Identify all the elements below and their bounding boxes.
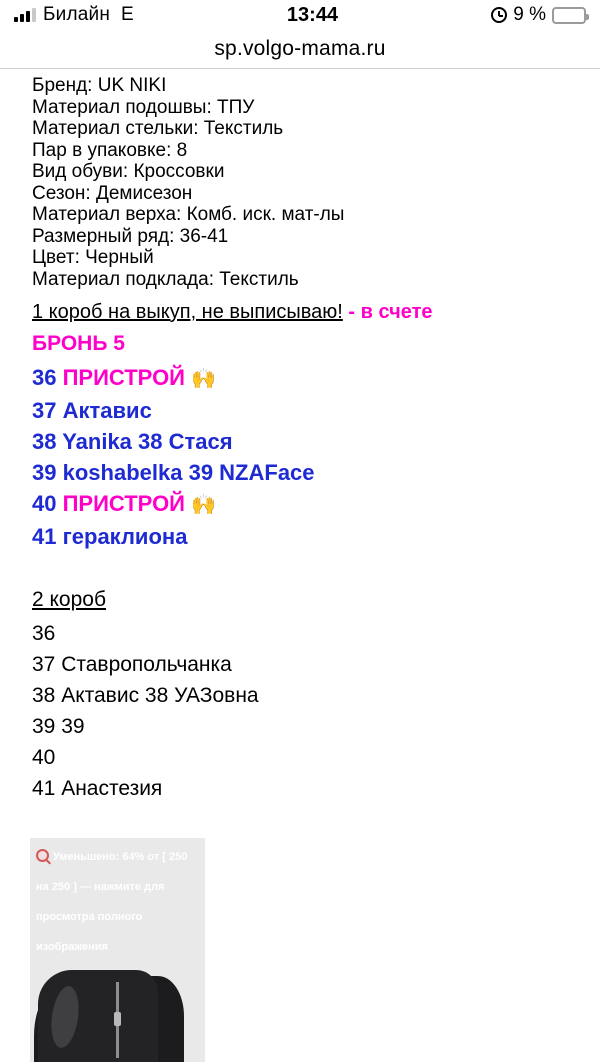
spec-line: Цвет: Черный xyxy=(32,247,154,268)
box2-title: 2 короб xyxy=(32,588,107,611)
list-item: 40 xyxy=(32,746,56,769)
list-item xyxy=(32,488,600,521)
spec-line: Материал подошвы: ТПУ xyxy=(32,96,255,118)
list-item: 37 Ставропольчанка xyxy=(32,653,232,676)
list-item xyxy=(32,457,600,488)
spec-line: Бренд: UK NIKI xyxy=(32,75,167,96)
spec-line: Пар в упаковке: 8 xyxy=(32,139,188,161)
list-item: 38 Актавис 38 УАЗовна xyxy=(32,684,259,707)
list-item xyxy=(32,395,600,426)
status-bar-right xyxy=(491,4,586,26)
spec-line: Материал стельки: Текстиль xyxy=(32,118,284,139)
network-type-label: E xyxy=(121,4,134,25)
size-holder-name: Yanika xyxy=(62,429,132,454)
status-bar xyxy=(0,0,600,30)
resized-image-notice[interactable] xyxy=(30,838,205,970)
purchase-note-highlight: - в счете xyxy=(348,301,433,323)
box2-size-list xyxy=(0,618,600,804)
spec-line: Материал подклада: Текстиль xyxy=(32,268,299,290)
product-image-block[interactable] xyxy=(0,838,600,1062)
list-item xyxy=(32,521,600,552)
size-holder-name: ПРИСТРОЙ xyxy=(62,491,185,516)
product-photo[interactable] xyxy=(30,970,205,1062)
battery-percent-label: 9 % xyxy=(513,4,546,25)
spec-line: Размерный ряд: 36-41 xyxy=(32,225,229,247)
resized-image-notice-text: Уменьшено: 64% от [ 250 на 250 ] — нажмите для просмотра полного изображения xyxy=(36,851,188,953)
url-text[interactable]: sp.volgo-mama.ru xyxy=(214,37,386,60)
reserve-label: БРОНЬ 5 xyxy=(32,332,125,355)
battery-icon xyxy=(552,7,586,24)
alarm-clock-icon xyxy=(491,7,507,23)
list-item xyxy=(32,362,600,395)
size-holder-extra: 38 Стася xyxy=(138,429,233,454)
hands-emoji-icon: 🙌 xyxy=(191,368,217,390)
magnifier-icon xyxy=(36,849,49,862)
boot-zipper xyxy=(116,982,119,1058)
size-number: 39 xyxy=(32,460,57,485)
spec-line: Сезон: Демисезон xyxy=(32,182,193,204)
spec-line: Материал верха: Комб. иск. мат-лы xyxy=(32,204,345,225)
size-number: 36 xyxy=(32,365,57,390)
size-number: 38 xyxy=(32,429,57,454)
list-item: 39 39 xyxy=(32,715,85,738)
size-holder-extra: 39 NZAFace xyxy=(188,460,315,485)
purchase-note-underlined: 1 короб на выкуп, не выписываю! xyxy=(32,301,343,323)
size-holder-name: ПРИСТРОЙ xyxy=(62,365,185,390)
clock-label: 13:44 xyxy=(286,3,339,26)
hands-emoji-icon: 🙌 xyxy=(191,494,217,516)
list-item: 36 xyxy=(32,622,56,645)
spec-line: Вид обуви: Кроссовки xyxy=(32,161,225,182)
list-item xyxy=(32,426,600,457)
carrier-label: Билайн xyxy=(43,4,111,25)
size-holder-name: гераклиона xyxy=(62,524,188,549)
product-specs-list xyxy=(0,75,600,290)
list-item: 41 Анастезия xyxy=(32,777,163,800)
size-number: 41 xyxy=(32,524,57,549)
size-holder-name: Актавис xyxy=(62,398,152,423)
size-number: 40 xyxy=(32,491,57,516)
page-content xyxy=(0,68,600,1062)
browser-url-bar[interactable] xyxy=(0,30,600,68)
size-number: 37 xyxy=(32,398,57,423)
box1-size-list xyxy=(0,362,600,552)
size-holder-name: koshabelka xyxy=(62,460,183,485)
purchase-note xyxy=(0,300,600,324)
signal-bars-icon xyxy=(14,8,36,22)
status-bar-left xyxy=(14,4,134,26)
